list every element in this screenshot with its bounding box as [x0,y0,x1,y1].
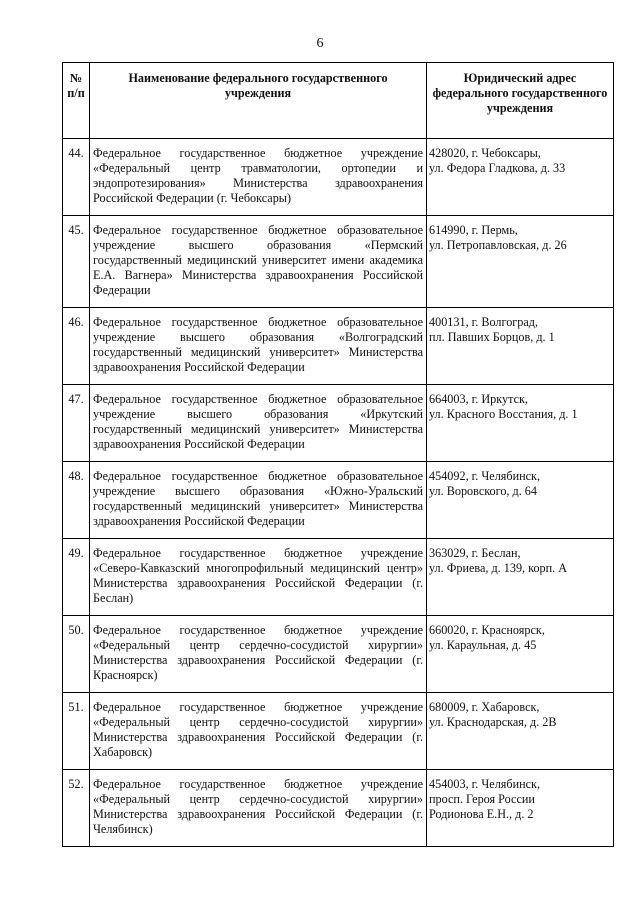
address-line: просп. Героя России [429,792,535,806]
table-header-row [63,63,614,139]
institution-name: Федеральное государственное бюджетное образовательное учреждение высшего образования «Пермский государственный медицинский университет имени академика Е.А. Вагнера» Министерства здравоохранения Российской Федерации [90,216,427,308]
address-line: 680009, г. Хабаровск, [429,700,540,714]
row-number: 51. [63,693,90,770]
address-line: 454003, г. Челябинск, [429,777,541,791]
table-row [63,539,614,616]
header-number: № п/п [63,63,90,139]
legal-address [427,462,614,539]
legal-address [427,539,614,616]
institution-name: Федеральное государственное бюджетное образовательное учреждение высшего образования «Южно-Уральский государственный медицинский университет» Министерства здравоохранения Российской Федерации [90,462,427,539]
table-body [63,139,614,847]
legal-address [427,216,614,308]
table-row [63,139,614,216]
header-institution-name: Наименование федерального государственного учреждения [90,63,427,139]
address-line: 664003, г. Иркутск, [429,392,528,406]
table-row [63,308,614,385]
legal-address [427,385,614,462]
address-line: ул. Федора Гладкова, д. 33 [429,161,566,175]
institution-name: Федеральное государственное бюджетное образовательное учреждение высшего образования «Волгоградский государственный медицинский университет» Министерства здравоохранения Российской Федерации [90,308,427,385]
table-row [63,693,614,770]
legal-address [427,308,614,385]
table-row [63,385,614,462]
header-legal-address: Юридический адрес федерального государственного учреждения [427,63,614,139]
institution-name: Федеральное государственное бюджетное учреждение «Федеральный центр сердечно-сосудистой хирургии» Министерства здравоохранения Российской Федерации (г. Хабаровск) [90,693,427,770]
address-line: ул. Красного Восстания, д. 1 [429,407,578,421]
legal-address [427,616,614,693]
address-line: ул. Караульная, д. 45 [429,638,537,652]
address-line: ул. Фриева, д. 139, корп. А [429,561,568,575]
address-line: 428020, г. Чебоксары, [429,146,541,160]
address-line: ул. Петропавловская, д. 26 [429,238,567,252]
row-number: 49. [63,539,90,616]
row-number: 52. [63,770,90,847]
address-line: ул. Воровского, д. 64 [429,484,537,498]
address-line: 614990, г. Пермь, [429,223,518,237]
row-number: 44. [63,139,90,216]
address-line: Родионова Е.Н., д. 2 [429,807,534,821]
row-number: 50. [63,616,90,693]
legal-address [427,139,614,216]
table-row [63,616,614,693]
institutions-table [62,62,614,847]
table-row [63,770,614,847]
address-line: пл. Павших Борцов, д. 1 [429,330,555,344]
table-row [63,216,614,308]
institution-name: Федеральное государственное бюджетное учреждение «Федеральный центр травматологии, ортопедии и эндопротезирования» Министерства здравоохранения Российской Федерации (г. Чебоксары) [90,139,427,216]
row-number: 47. [63,385,90,462]
institution-name: Федеральное государственное бюджетное учреждение «Федеральный центр сердечно-сосудистой хирургии» Министерства здравоохранения Российской Федерации (г. Челябинск) [90,770,427,847]
legal-address [427,693,614,770]
table-row [63,462,614,539]
row-number: 48. [63,462,90,539]
address-line: 363029, г. Беслан, [429,546,521,560]
row-number: 46. [63,308,90,385]
address-line: 454092, г. Челябинск, [429,469,541,483]
institution-name: Федеральное государственное бюджетное учреждение «Федеральный центр сердечно-сосудистой хирургии» Министерства здравоохранения Российской Федерации (г. Красноярск) [90,616,427,693]
legal-address [427,770,614,847]
address-line: ул. Краснодарская, д. 2В [429,715,557,729]
address-line: 660020, г. Красноярск, [429,623,545,637]
row-number: 45. [63,216,90,308]
address-line: 400131, г. Волгоград, [429,315,539,329]
page-number: 6 [316,36,324,51]
institution-name: Федеральное государственное бюджетное образовательное учреждение высшего образования «Иркутский государственный медицинский университет» Министерства здравоохранения Российской Федерации [90,385,427,462]
institution-name: Федеральное государственное бюджетное учреждение «Северо-Кавказский многопрофильный медицинский центр» Министерства здравоохранения Российской Федерации (г. Беслан) [90,539,427,616]
